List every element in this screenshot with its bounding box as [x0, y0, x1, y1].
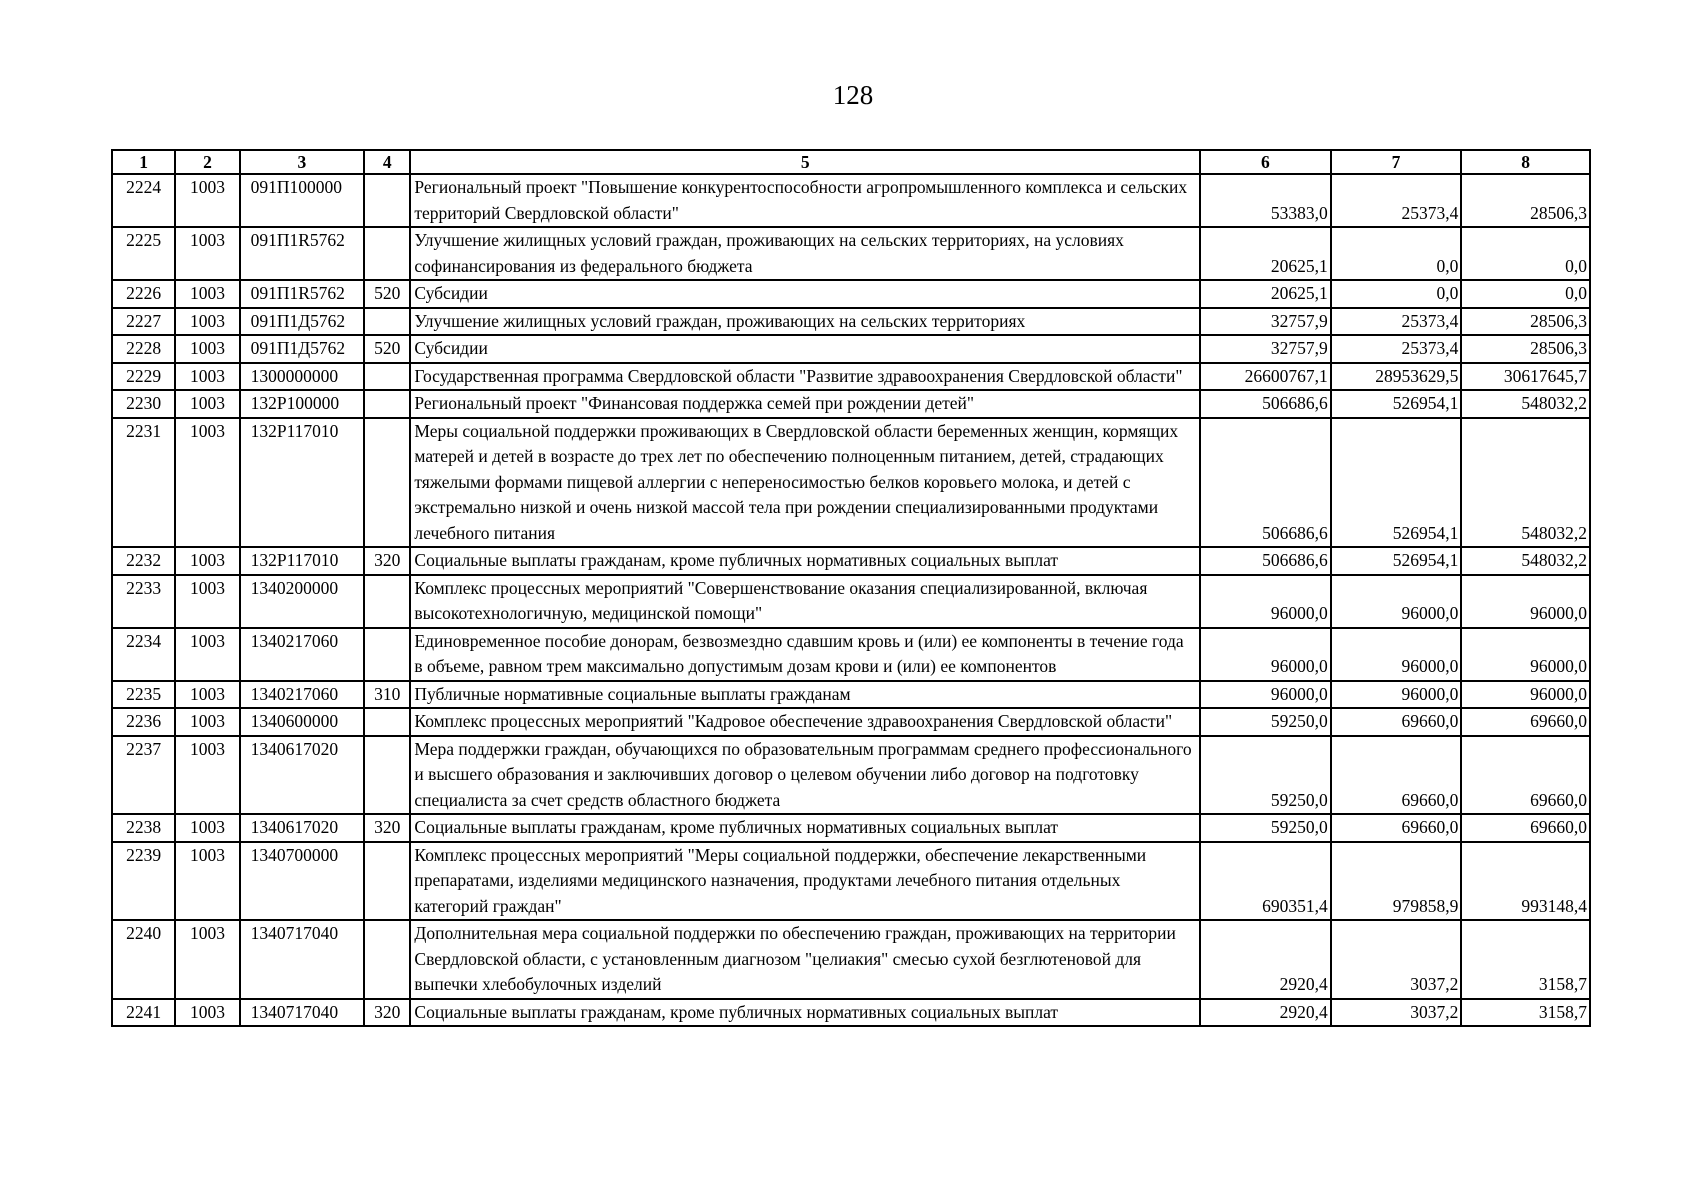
target-code: 1340217060: [240, 628, 365, 681]
amount-col-6: 506686,6: [1200, 390, 1331, 418]
section-code: 1003: [175, 363, 239, 391]
amount-col-7: 25373,4: [1331, 174, 1462, 227]
expense-type: [364, 575, 410, 628]
amount-col-6: 690351,4: [1200, 842, 1331, 921]
expense-type: 320: [364, 814, 410, 842]
target-code: 1340717040: [240, 920, 365, 999]
amount-col-6: 96000,0: [1200, 628, 1331, 681]
table-row: [112, 814, 1590, 842]
item-name: Региональный проект "Повышение конкурентоспособности агропромышленного комплекса и сельских территорий Свердловской области": [410, 174, 1200, 227]
expense-type: 320: [364, 999, 410, 1027]
amount-col-8: 548032,2: [1461, 418, 1590, 548]
item-name: Комплекс процессных мероприятий "Кадровое обеспечение здравоохранения Свердловской области": [410, 708, 1200, 736]
target-code: 132Р117010: [240, 547, 365, 575]
section-code: 1003: [175, 280, 239, 308]
amount-col-6: 20625,1: [1200, 227, 1331, 280]
expense-type: [364, 708, 410, 736]
amount-col-8: 3158,7: [1461, 920, 1590, 999]
section-code: 1003: [175, 628, 239, 681]
expense-type: 320: [364, 547, 410, 575]
amount-col-6: 59250,0: [1200, 736, 1331, 815]
header-col-2: 2: [175, 150, 239, 174]
target-code: 1340717040: [240, 999, 365, 1027]
header-col-6: 6: [1200, 150, 1331, 174]
table-row: [112, 418, 1590, 548]
amount-col-8: 548032,2: [1461, 547, 1590, 575]
row-number: 2227: [112, 308, 175, 336]
table-row: [112, 227, 1590, 280]
row-number: 2234: [112, 628, 175, 681]
row-number: 2241: [112, 999, 175, 1027]
amount-col-8: 69660,0: [1461, 814, 1590, 842]
section-code: 1003: [175, 681, 239, 709]
item-name: Государственная программа Свердловской области "Развитие здравоохранения Свердловской области": [410, 363, 1200, 391]
amount-col-8: 69660,0: [1461, 736, 1590, 815]
row-number: 2224: [112, 174, 175, 227]
row-number: 2229: [112, 363, 175, 391]
item-name: Улучшение жилищных условий граждан, проживающих на сельских территориях, на условиях софинансирования из федерального бюджета: [410, 227, 1200, 280]
section-code: 1003: [175, 390, 239, 418]
amount-col-7: 25373,4: [1331, 335, 1462, 363]
row-number: 2237: [112, 736, 175, 815]
amount-col-6: 2920,4: [1200, 920, 1331, 999]
section-code: 1003: [175, 920, 239, 999]
table-row: [112, 280, 1590, 308]
table-row: [112, 390, 1590, 418]
target-code: 1340700000: [240, 842, 365, 921]
table-row: [112, 335, 1590, 363]
section-code: 1003: [175, 708, 239, 736]
expense-type: 520: [364, 280, 410, 308]
amount-col-6: 506686,6: [1200, 418, 1331, 548]
amount-col-8: 28506,3: [1461, 174, 1590, 227]
amount-col-7: 69660,0: [1331, 736, 1462, 815]
row-number: 2232: [112, 547, 175, 575]
amount-col-6: 32757,9: [1200, 308, 1331, 336]
item-name: Дополнительная мера социальной поддержки по обеспечению граждан, проживающих на территории Свердловской области, с установленным диагнозом "целиакия" смесью сухой безглютеновой для выпечки хлебобулочных изделий: [410, 920, 1200, 999]
table-body: [112, 174, 1590, 1026]
amount-col-7: 526954,1: [1331, 547, 1462, 575]
table-row: [112, 308, 1590, 336]
amount-col-7: 28953629,5: [1331, 363, 1462, 391]
target-code: 091П100000: [240, 174, 365, 227]
amount-col-7: 3037,2: [1331, 920, 1462, 999]
table-row: [112, 736, 1590, 815]
item-name: Субсидии: [410, 335, 1200, 363]
table-row: [112, 363, 1590, 391]
target-code: 1340200000: [240, 575, 365, 628]
amount-col-8: 28506,3: [1461, 308, 1590, 336]
amount-col-8: 30617645,7: [1461, 363, 1590, 391]
page-number: 128: [832, 80, 874, 110]
expense-type: [364, 363, 410, 391]
header-col-4: 4: [364, 150, 410, 174]
row-number: 2231: [112, 418, 175, 548]
target-code: 1300000000: [240, 363, 365, 391]
table-row: [112, 628, 1590, 681]
table-row: [112, 842, 1590, 921]
row-number: 2230: [112, 390, 175, 418]
amount-col-7: 25373,4: [1331, 308, 1462, 336]
section-code: 1003: [175, 418, 239, 548]
table-header: [112, 150, 1590, 174]
row-number: 2233: [112, 575, 175, 628]
amount-col-7: 69660,0: [1331, 814, 1462, 842]
amount-col-7: 979858,9: [1331, 842, 1462, 921]
target-code: 1340217060: [240, 681, 365, 709]
amount-col-7: 96000,0: [1331, 575, 1462, 628]
amount-col-8: 96000,0: [1461, 628, 1590, 681]
amount-col-8: 96000,0: [1461, 681, 1590, 709]
amount-col-8: 0,0: [1461, 227, 1590, 280]
target-code: 091П1R5762: [240, 280, 365, 308]
row-number: 2238: [112, 814, 175, 842]
amount-col-7: 69660,0: [1331, 708, 1462, 736]
section-code: 1003: [175, 575, 239, 628]
amount-col-6: 59250,0: [1200, 708, 1331, 736]
section-code: 1003: [175, 335, 239, 363]
expense-type: [364, 418, 410, 548]
section-code: 1003: [175, 227, 239, 280]
table-row: [112, 547, 1590, 575]
amount-col-7: 526954,1: [1331, 390, 1462, 418]
expense-type: 310: [364, 681, 410, 709]
amount-col-7: 0,0: [1331, 280, 1462, 308]
target-code: 132Р100000: [240, 390, 365, 418]
expense-type: 520: [364, 335, 410, 363]
item-name: Публичные нормативные социальные выплаты гражданам: [410, 681, 1200, 709]
target-code: 132Р117010: [240, 418, 365, 548]
amount-col-8: 69660,0: [1461, 708, 1590, 736]
item-name: Мера поддержки граждан, обучающихся по образовательным программам среднего профессионального и высшего образования и заключивших договор о целевом обучении либо договор на подготовку специалиста за счет средств областного бюджета: [410, 736, 1200, 815]
target-code: 091П1R5762: [240, 227, 365, 280]
row-number: 2236: [112, 708, 175, 736]
table-row: [112, 681, 1590, 709]
amount-col-7: 96000,0: [1331, 628, 1462, 681]
header-col-8: 8: [1461, 150, 1590, 174]
amount-col-6: 506686,6: [1200, 547, 1331, 575]
amount-col-7: 526954,1: [1331, 418, 1462, 548]
item-name: Региональный проект "Финансовая поддержка семей при рождении детей": [410, 390, 1200, 418]
amount-col-8: 28506,3: [1461, 335, 1590, 363]
amount-col-7: 96000,0: [1331, 681, 1462, 709]
expense-type: [364, 842, 410, 921]
item-name: Меры социальной поддержки проживающих в Свердловской области беременных женщин, кормящих матерей и детей в возрасте до трех лет по обеспечению полноценным питанием, детей, страдающих тяжелыми формами пищевой аллергии с непереносимостью белков коровьего молока, и детей с экстремально низкой и очень низкой массой тела при рождении специализированными продуктами лечебного питания: [410, 418, 1200, 548]
amount-col-8: 3158,7: [1461, 999, 1590, 1027]
table-row: [112, 920, 1590, 999]
amount-col-8: 0,0: [1461, 280, 1590, 308]
target-code: 1340600000: [240, 708, 365, 736]
row-number: 2226: [112, 280, 175, 308]
item-name: Улучшение жилищных условий граждан, проживающих на сельских территориях: [410, 308, 1200, 336]
expense-type: [364, 390, 410, 418]
row-number: 2240: [112, 920, 175, 999]
section-code: 1003: [175, 736, 239, 815]
header-col-7: 7: [1331, 150, 1462, 174]
target-code: 1340617020: [240, 736, 365, 815]
amount-col-8: 96000,0: [1461, 575, 1590, 628]
table-row: [112, 708, 1590, 736]
table-row: [112, 174, 1590, 227]
item-name: Социальные выплаты гражданам, кроме публичных нормативных социальных выплат: [410, 999, 1200, 1027]
expense-type: [364, 736, 410, 815]
amount-col-7: 3037,2: [1331, 999, 1462, 1027]
row-number: 2225: [112, 227, 175, 280]
section-code: 1003: [175, 999, 239, 1027]
header-col-5: 5: [410, 150, 1200, 174]
section-code: 1003: [175, 814, 239, 842]
row-number: 2239: [112, 842, 175, 921]
amount-col-8: 548032,2: [1461, 390, 1590, 418]
amount-col-6: 96000,0: [1200, 575, 1331, 628]
expense-type: [364, 920, 410, 999]
target-code: 091П1Д5762: [240, 335, 365, 363]
amount-col-6: 20625,1: [1200, 280, 1331, 308]
section-code: 1003: [175, 842, 239, 921]
header-row: [112, 150, 1590, 174]
expense-type: [364, 308, 410, 336]
target-code: 1340617020: [240, 814, 365, 842]
item-name: Единовременное пособие донорам, безвозмездно сдавшим кровь и (или) ее компоненты в течение года в объеме, равном трем максимально допустимым дозам крови и (или) ее компонентов: [410, 628, 1200, 681]
row-number: 2228: [112, 335, 175, 363]
table-row: [112, 999, 1590, 1027]
expense-type: [364, 628, 410, 681]
expense-type: [364, 227, 410, 280]
amount-col-6: 32757,9: [1200, 335, 1331, 363]
amount-col-6: 26600767,1: [1200, 363, 1331, 391]
item-name: Социальные выплаты гражданам, кроме публичных нормативных социальных выплат: [410, 547, 1200, 575]
expense-type: [364, 174, 410, 227]
table-row: [112, 575, 1590, 628]
item-name: Комплекс процессных мероприятий "Меры социальной поддержки, обеспечение лекарственными препаратами, изделиями медицинского назначения, продуктами лечебного питания отдельных категорий граждан": [410, 842, 1200, 921]
amount-col-6: 2920,4: [1200, 999, 1331, 1027]
amount-col-6: 59250,0: [1200, 814, 1331, 842]
item-name: Комплекс процессных мероприятий "Совершенствование оказания специализированной, включая высокотехнологичную, медицинской помощи": [410, 575, 1200, 628]
section-code: 1003: [175, 308, 239, 336]
amount-col-6: 53383,0: [1200, 174, 1331, 227]
amount-col-8: 993148,4: [1461, 842, 1590, 921]
item-name: Социальные выплаты гражданам, кроме публичных нормативных социальных выплат: [410, 814, 1200, 842]
row-number: 2235: [112, 681, 175, 709]
amount-col-6: 96000,0: [1200, 681, 1331, 709]
target-code: 091П1Д5762: [240, 308, 365, 336]
budget-table: [111, 149, 1591, 1027]
header-col-3: 3: [240, 150, 365, 174]
section-code: 1003: [175, 547, 239, 575]
section-code: 1003: [175, 174, 239, 227]
amount-col-7: 0,0: [1331, 227, 1462, 280]
header-col-1: 1: [112, 150, 175, 174]
item-name: Субсидии: [410, 280, 1200, 308]
